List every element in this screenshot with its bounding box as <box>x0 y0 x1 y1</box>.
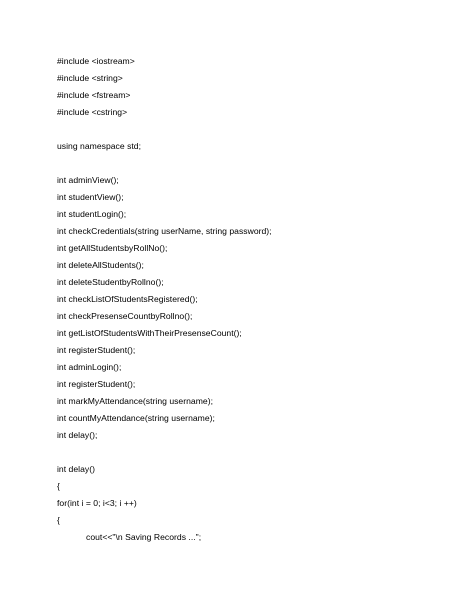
code-line: using namespace std; <box>57 141 142 151</box>
code-line: int registerStudent(); <box>57 345 136 355</box>
code-line: int checkCredentials(string userName, string password); <box>57 226 272 236</box>
code-line: int markMyAttendance(string username); <box>57 396 213 406</box>
code-line: #include <string> <box>57 73 123 83</box>
code-line: #include <fstream> <box>57 90 131 100</box>
code-line: int getListOfStudentsWithTheirPresenseCount(); <box>57 328 242 338</box>
code-line: int studentLogin(); <box>57 209 127 219</box>
code-line: int checkListOfStudentsRegistered(); <box>57 294 198 304</box>
code-line: int adminLogin(); <box>57 362 122 372</box>
code-line: int studentView(); <box>57 192 124 202</box>
code-line: { <box>57 481 60 491</box>
code-line: int deleteStudentbyRollno(); <box>57 277 164 287</box>
code-line: int delay() <box>57 464 95 474</box>
code-line: int adminView(); <box>57 175 119 185</box>
code-line: cout<<"\n Saving Records ..."; <box>86 532 202 542</box>
code-line: int countMyAttendance(string username); <box>57 413 215 423</box>
code-line: int checkPresenseCountbyRollno(); <box>57 311 193 321</box>
code-line: int registerStudent(); <box>57 379 136 389</box>
code-line: #include <cstring> <box>57 107 128 117</box>
code-line: int getAllStudentsbyRollNo(); <box>57 243 168 253</box>
code-line: int delay(); <box>57 430 98 440</box>
code-line: #include <iostream> <box>57 56 135 66</box>
code-line: { <box>57 515 60 525</box>
code-line: int deleteAllStudents(); <box>57 260 144 270</box>
code-line: for(int i = 0; i<3; i ++) <box>57 498 137 508</box>
